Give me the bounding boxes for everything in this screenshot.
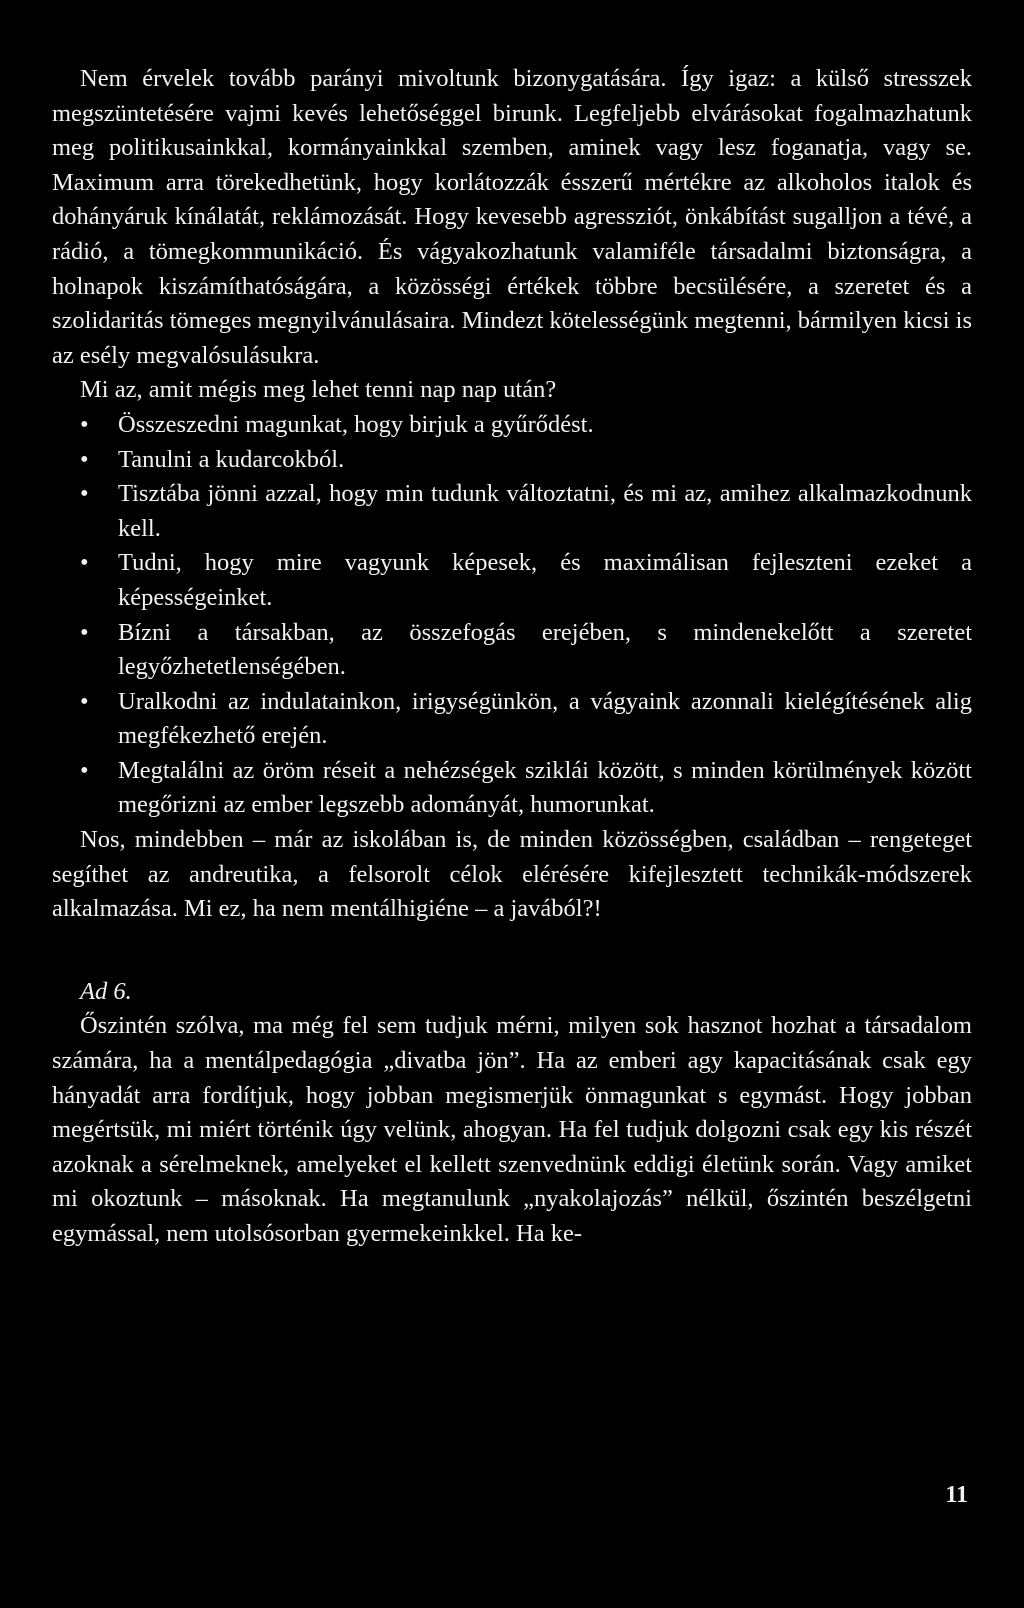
paragraph-mentalhygiene: Nos, mindebben – már az iskolában is, de minden közösségben, családban – rengeteget segíthet az andreutika, a felsorolt célok elérésére kifejlesztett technikák-módszerek alkalmazása. Mi ez, ha nem mentálhigiéne – a javából?! (52, 826, 972, 923)
bullet-item: • Összeszedni magunkat, hogy birjuk a gyűrődést. (80, 408, 972, 443)
paragraph-ad6: Őszintén szólva, ma még fel sem tudjuk mérni, milyen sok hasznot hozhat a társadalom számára, ha a mentálpedagógia „divatba jön”. Ha az emberi agy kapacitásának csak egy hányadát arra fordítjuk, hogy jobban megismerjük önmagunkat s egymást. Hogy jobban megértsük, mi miért történik úgy velünk, ahogyan. Ha fel tudjuk dolgozni csak egy kis részét azoknak a sérelmeknek, amelyeket el kellett szenvednünk eddigi életünk során. Vagy amiket mi okoztunk – másoknak. Ha megtanulunk „nyakolajozás” nélkül, őszintén beszélgetni egymással, nem utolsósorban gyermekeinkkel. Ha ke- (52, 1012, 972, 1247)
bullet-item: • Tudni, hogy mire vagyunk képesek, és maximálisan fejleszteni ezeket a képességeinket. (80, 546, 972, 615)
page-body (52, 62, 972, 1252)
section-heading: Ad 6. (80, 977, 132, 1005)
question-line: Mi az, amit mégis meg lehet tenni nap nap után? (80, 376, 557, 404)
bullet-item: • Megtalálni az öröm réseit a nehézségek sziklái között, s minden körülmények között megőrizni az ember legszebb adományát, humorunkat. (80, 754, 972, 823)
page-number: 11 (945, 1482, 968, 1508)
bullet-item: • Tanulni a kudarcokból. (80, 443, 972, 478)
bullet-list (52, 408, 972, 823)
bullet-item: • Bízni a társakban, az összefogás erejében, s mindenekelőtt a szeretet legyőzhetetlenségében. (80, 616, 972, 685)
paragraph-intro: Nem érvelek tovább parányi mivoltunk bizonygatására. Így igaz: a külső stresszek megszüntetésére vajmi kevés lehetőséggel birunk. Legfeljebb elvárásokat fogalmazhatunk meg politikusainkkal, kormányainkkal szemben, aminek vagy lesz foganatja, vagy se. Maximum arra törekedhetünk, hogy korlátozzák ésszerű mértékre az alkoholos italok és dohányáruk kínálatát, reklámozását. Hogy kevesebb agressziót, önkábítást sugalljon a tévé, a rádió, a tömegkommunikáció. És vágyakozhatunk valamiféle társadalmi biztonságra, a holnapok kiszámíthatóságára, a közösségi értékek többre becsülésére, a szeretet és a szolidaritás tömeges megnyilvánulásaira. Mindezt kötelességünk megtenni, bármilyen kicsi is az esély megvalósulásukra. (52, 65, 972, 369)
bullet-item: • Uralkodni az indulatainkon, irigységünkön, a vágyaink azonnali kielégítésének alig megfékezhető erején. (80, 685, 972, 754)
bullet-item: • Tisztába jönni azzal, hogy min tudunk változtatni, és mi az, amihez alkalmazkodnunk kell. (80, 477, 972, 546)
